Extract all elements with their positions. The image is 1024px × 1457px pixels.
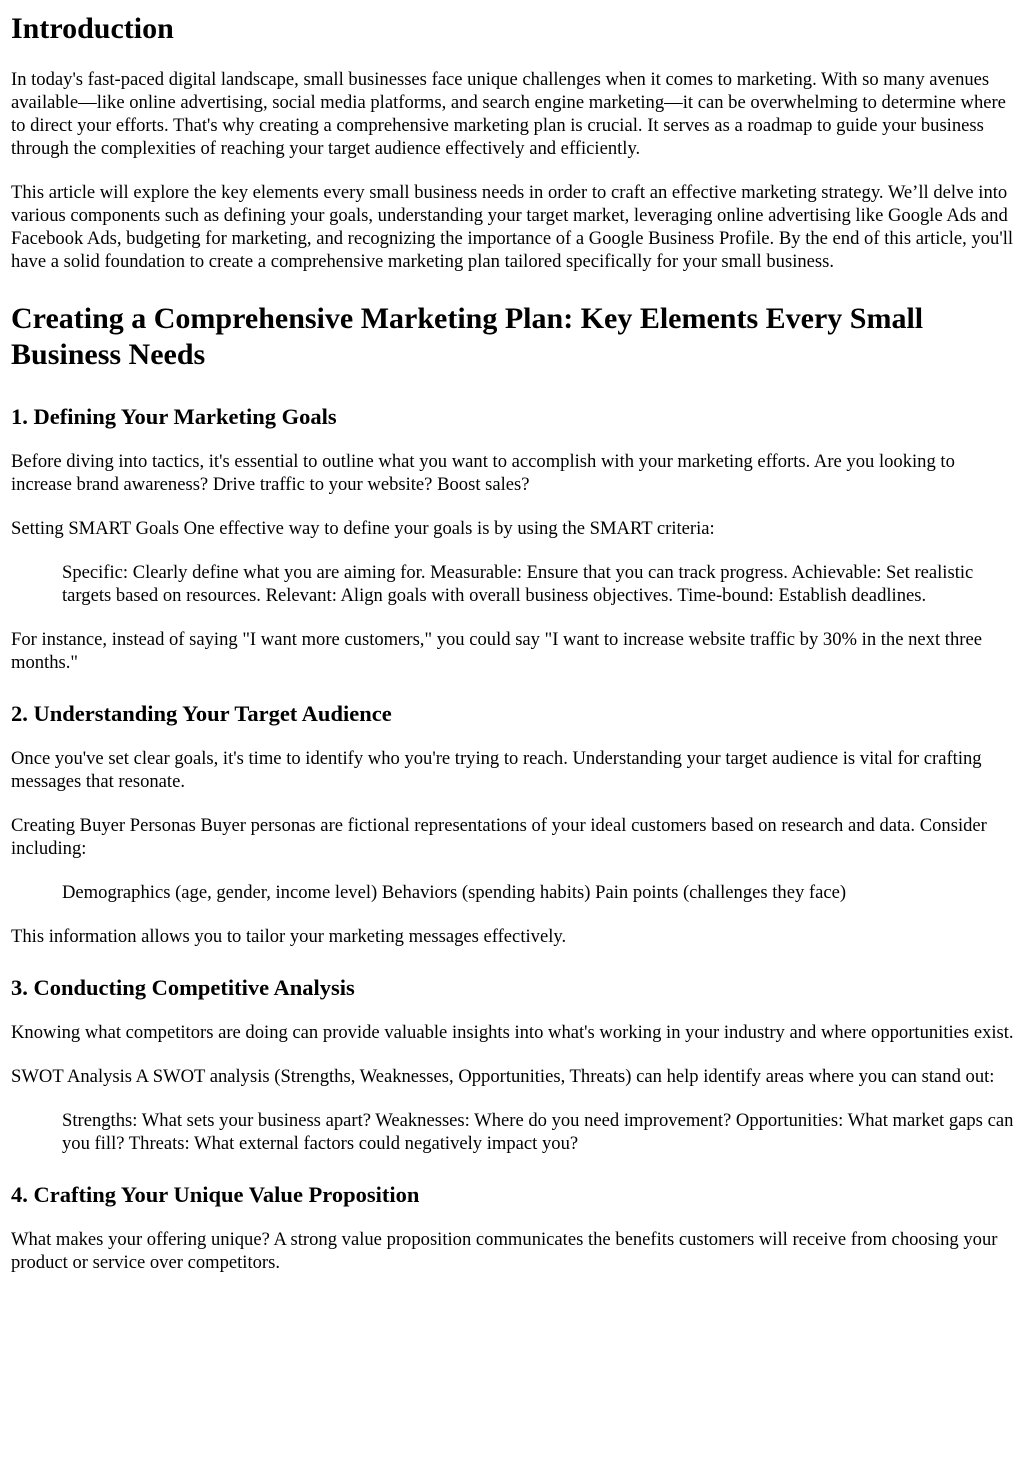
section-2-paragraph-3: This information allows you to tailor your marketing messages effectively. <box>11 926 567 947</box>
section-2-paragraph-2: Creating Buyer Personas Buyer personas are fictional representations of your ideal customers based on research and data. Consider including: <box>11 815 987 859</box>
section-4-paragraph-1: What makes your offering unique? A strong value proposition communicates the benefits customers will receive from choosing your product or service over competitors. <box>11 1229 998 1273</box>
article <box>11 11 1014 1274</box>
main-heading: Creating a Comprehensive Marketing Plan: Key Elements Every Small Business Needs <box>11 302 924 371</box>
section-1-paragraph-3: For instance, instead of saying "I want more customers," you could say "I want to increase website traffic by 30% in the next three months." <box>11 629 982 673</box>
intro-heading: Introduction <box>11 12 174 45</box>
section-2-paragraph-1: Once you've set clear goals, it's time to identify who you're trying to reach. Understanding your target audience is vital for crafting messages that resonate. <box>11 748 982 792</box>
section-4-heading: 4. Crafting Your Unique Value Proposition <box>11 1182 420 1207</box>
section-2-quote: Demographics (age, gender, income level) Behaviors (spending habits) Pain points (challenges they face) <box>62 882 847 903</box>
section-2-heading: 2. Understanding Your Target Audience <box>11 701 392 726</box>
section-1-quote: Specific: Clearly define what you are aiming for. Measurable: Ensure that you can track progress. Achievable: Set realistic targets based on resources. Relevant: Align goals with overall business objectives. Time-bound: Establish deadlines. <box>62 562 974 606</box>
intro-paragraph-2: This article will explore the key elements every small business needs in order to craft an effective marketing strategy. We’ll delve into various components such as defining your goals, understanding your target market, leveraging online advertising like Google Ads and Facebook Ads, budgeting for marketing, and recognizing the importance of a Google Business Profile. By the end of this article, you'll have a solid foundation to create a comprehensive marketing plan tailored specifically for your small business. <box>11 182 1014 272</box>
section-3-paragraph-2: SWOT Analysis A SWOT analysis (Strengths, Weaknesses, Opportunities, Threats) can help identify areas where you can stand out: <box>11 1066 995 1087</box>
section-1-heading: 1. Defining Your Marketing Goals <box>11 404 337 429</box>
section-1-paragraph-2: Setting SMART Goals One effective way to define your goals is by using the SMART criteria: <box>11 518 715 539</box>
section-3-quote: Strengths: What sets your business apart? Weaknesses: Where do you need improvement? Opportunities: What market gaps can you fill? Threats: What external factors could negatively impact you? <box>62 1110 1014 1154</box>
section-3-paragraph-1: Knowing what competitors are doing can provide valuable insights into what's working in your industry and where opportunities exist. <box>11 1022 1014 1043</box>
intro-paragraph-1: In today's fast-paced digital landscape, small businesses face unique challenges when it comes to marketing. With so many avenues available—like online advertising, social media platforms, and search engine marketing—it can be overwhelming to determine where to direct your efforts. That's why creating a comprehensive marketing plan is crucial. It serves as a roadmap to guide your business through the complexities of reaching your target audience effectively and efficiently. <box>11 69 1006 159</box>
section-1-paragraph-1: Before diving into tactics, it's essential to outline what you want to accomplish with your marketing efforts. Are you looking to increase brand awareness? Drive traffic to your website? Boost sales? <box>11 451 955 495</box>
section-3-heading: 3. Conducting Competitive Analysis <box>11 975 355 1000</box>
